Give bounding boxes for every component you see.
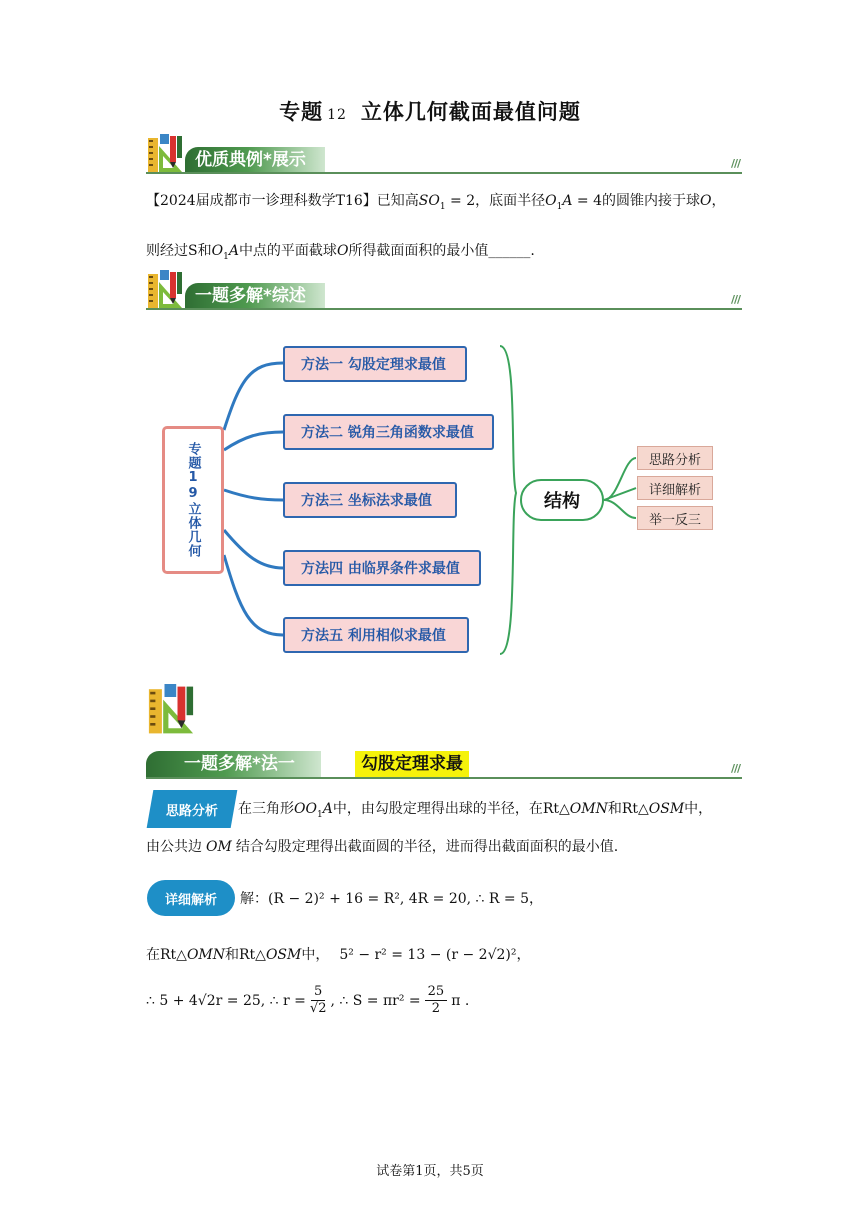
analysis-tag-label: 思路分析 (165, 803, 218, 819)
problem-source: 【2024届成都市一诊理科数学T16】 (146, 193, 377, 209)
solution-text: 在Rt△ (146, 947, 187, 963)
solution-text: ∴ 5 + 4√2r = 25, ∴ r = (146, 992, 306, 1009)
math-var: SO (418, 193, 440, 209)
analysis-tag (147, 790, 238, 828)
analysis-text: 和Rt△ (607, 801, 649, 817)
method-box-1: 方法一 勾股定理求最值 (283, 346, 467, 382)
page-footer: 试卷第1页，共5页 (376, 1164, 484, 1179)
section-banner-showcase: 优质典例*展示 (185, 147, 325, 173)
section-divider (146, 777, 742, 779)
math-var: OSM (648, 801, 685, 817)
solution-text: 中， (301, 947, 330, 963)
solution-equation: 5² − r² = 13 − (r − 2√2)²， (339, 947, 531, 963)
problem-text: 已知高 (376, 193, 419, 209)
math-var: O (336, 243, 349, 259)
math-sub: 1 (556, 201, 563, 212)
problem-text: ，底面半径 (475, 193, 546, 209)
section-banner-overview: 一题多解*综述 (185, 283, 325, 309)
title-number: 12 (327, 107, 347, 123)
math-var: OSM (265, 947, 302, 963)
analysis-text: 结合勾股定理得出截面圆的半径，进而得出截面面积的最小值. (235, 839, 619, 855)
math-eq: = 2 (445, 193, 476, 209)
math-var: O (211, 243, 224, 259)
analysis-text: 中，由勾股定理得出球的半径，在Rt△ (332, 801, 570, 817)
method-box-3: 方法三 坐标法求最值 (283, 482, 457, 518)
math-var: OO (294, 801, 317, 817)
analysis-text: 由公共边 (146, 839, 202, 855)
analysis-text: 中， (684, 801, 713, 817)
fraction-numerator: 25 (425, 984, 448, 1001)
mindmap-root (162, 426, 224, 574)
math-var: A (562, 193, 573, 209)
solution-line-3 (146, 984, 469, 1017)
highlight-label: 勾股定理求最 (355, 751, 469, 777)
right-item-extension: 举一反三 (637, 506, 713, 530)
right-item-detail: 详细解析 (637, 476, 713, 500)
math-var: O (700, 193, 712, 209)
math-var: O (545, 193, 557, 209)
analysis-line-1 (238, 798, 712, 826)
method-box-5: 方法五 利用相似求最值 (283, 617, 469, 653)
problem-text: 所得截面面积的最小值______. (348, 243, 535, 259)
math-var: A (228, 243, 239, 259)
fraction-denominator: 2 (431, 1001, 441, 1016)
math-var: OMN (186, 947, 225, 963)
problem-text: 的圆锥内接于球 (602, 193, 701, 209)
math-var: A (322, 801, 333, 817)
slashes-decoration: /// (731, 157, 741, 170)
fraction-denominator: √2 (309, 1001, 327, 1016)
analysis-line-2 (146, 836, 618, 858)
solution-text: π . (451, 992, 470, 1009)
problem-text: ， (711, 193, 726, 209)
math-sub: 1 (316, 809, 323, 820)
math-sub: 1 (439, 201, 446, 212)
problem-text: 中点的平面截球 (238, 243, 337, 259)
solution-text: , ∴ S = πr² = (330, 992, 421, 1009)
mindmap-root-label: 专题19立体几何 (185, 442, 201, 558)
solution-line-1: 解：(R − 2)² + 16 = R², 4R = 20, ∴ R = 5， (240, 891, 543, 907)
title-main: 立体几何截面最值问题 (360, 100, 581, 124)
math-sub: 1 (223, 251, 229, 262)
problem-text: 则经过S和 (146, 243, 212, 259)
method-box-2: 方法二 锐角三角函数求最值 (283, 414, 494, 450)
tools-icon (146, 684, 196, 736)
structure-node: 结构 (520, 479, 604, 521)
math-eq: = 4 (572, 193, 603, 209)
slashes-decoration: /// (731, 293, 741, 306)
solution-text: 和Rt△ (225, 947, 266, 963)
analysis-text: 在三角形 (238, 801, 294, 817)
solution-line-2 (146, 944, 530, 966)
slashes-decoration: /// (731, 762, 741, 775)
solution-tag: 详细解析 (147, 880, 235, 916)
fraction-numerator: 5 (311, 984, 325, 1001)
method-box-4: 方法四 由临界条件求最值 (283, 550, 481, 586)
section-banner-method1: 一题多解*法一 (146, 751, 321, 777)
title-prefix: 专题 (279, 100, 324, 124)
math-var: OMN (569, 801, 608, 817)
math-var: OM (206, 839, 232, 855)
fraction (425, 984, 448, 1017)
right-item-analysis: 思路分析 (637, 446, 713, 470)
fraction (310, 984, 327, 1017)
